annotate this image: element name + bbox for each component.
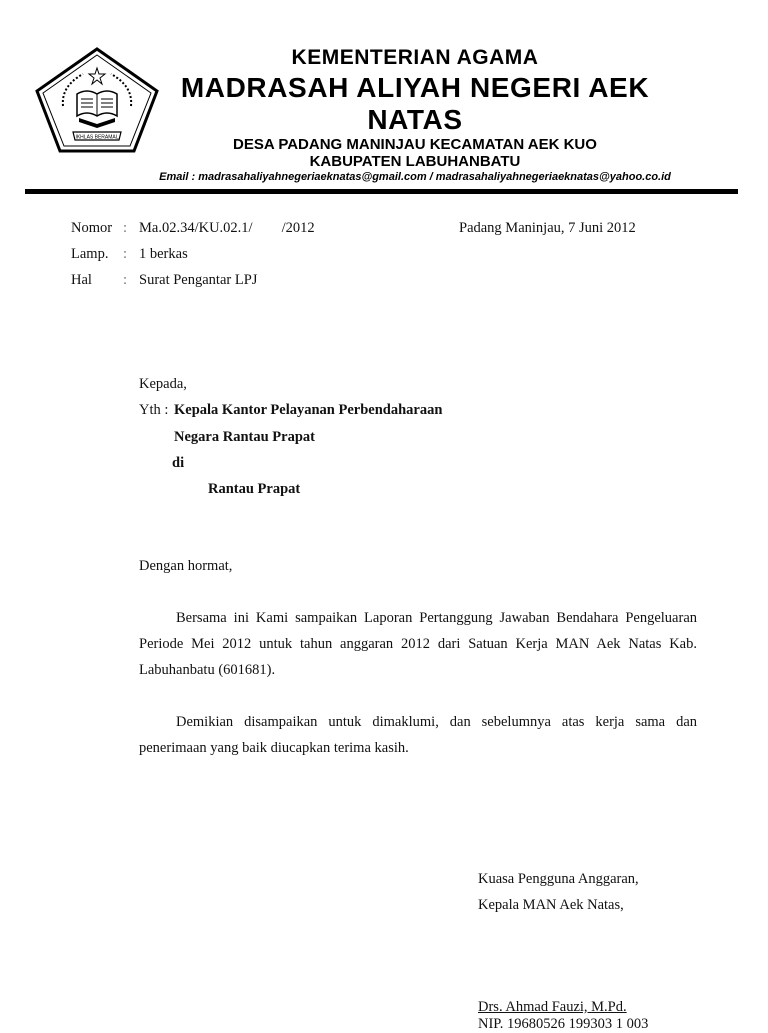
nomor-separator: :: [123, 220, 128, 236]
place-date: Padang Maninjau, 7 Juni 2012: [459, 220, 636, 236]
institution-name: MADRASAH ALIYAH NEGERI AEK NATAS: [180, 72, 650, 135]
recipient-line-2: Negara Rantau Prapat: [174, 429, 315, 445]
body-paragraph-1: Bersama ini Kami sampaikan Laporan Pertanggung Jawaban Bendahara Pengeluaran Periode Mei 2012 untuk tahun anggaran 2012 dari Satuan Kerja MAN Aek Natas Kab. Labuhanbatu (601681).: [139, 610, 697, 678]
body-paragraph-2: Demikian disampaikan untuk dimaklumi, dan sebelumnya atas kerja sama dan penerimaan yang baik diucapkan terima kasih.: [139, 714, 697, 756]
ministry-name: KEMENTERIAN AGAMA: [291, 46, 539, 69]
svg-text:IKHLAS BERAMAL: IKHLAS BERAMAL: [75, 134, 119, 141]
signature-role-1: Kuasa Pengguna Anggaran,: [478, 871, 639, 887]
hal-separator: :: [123, 272, 128, 288]
salutation: Dengan hormat,: [139, 558, 233, 574]
kemenag-emblem-icon: [33, 46, 161, 154]
recipient-line-1: Kepala Kantor Pelayanan Perbendaharaan: [174, 402, 443, 418]
signature-role-2: Kepala MAN Aek Natas,: [478, 897, 624, 913]
yth-label: Yth :: [139, 402, 169, 418]
hal-value: Surat Pengantar LPJ: [139, 272, 258, 288]
nomor-value: Ma.02.34/KU.02.1/ /2012: [139, 220, 315, 236]
hal-label: Hal: [71, 272, 92, 288]
lamp-value: 1 berkas: [139, 246, 188, 262]
nomor-label: Nomor: [71, 220, 113, 236]
lamp-separator: :: [123, 246, 128, 262]
recipient-city: Rantau Prapat: [208, 481, 301, 497]
recipient-di: di: [172, 455, 185, 471]
letterhead-divider: [25, 189, 738, 194]
address-line-1: DESA PADANG MANINJAU KECAMATAN AEK KUO: [233, 136, 597, 153]
address-line-2: KABUPATEN LABUHANBATU: [309, 153, 521, 170]
signatory-nip: NIP. 19680526 199303 1 003: [478, 1016, 649, 1032]
email-line: Email : madrasahaliyahnegeriaeknatas@gmail.com / madrasahaliyahnegeriaeknatas@yahoo.co.id: [159, 171, 671, 183]
lamp-label: Lamp.: [71, 246, 109, 262]
recipient-greeting: Kepada,: [139, 376, 187, 392]
signatory-name: Drs. Ahmad Fauzi, M.Pd.: [478, 999, 627, 1015]
